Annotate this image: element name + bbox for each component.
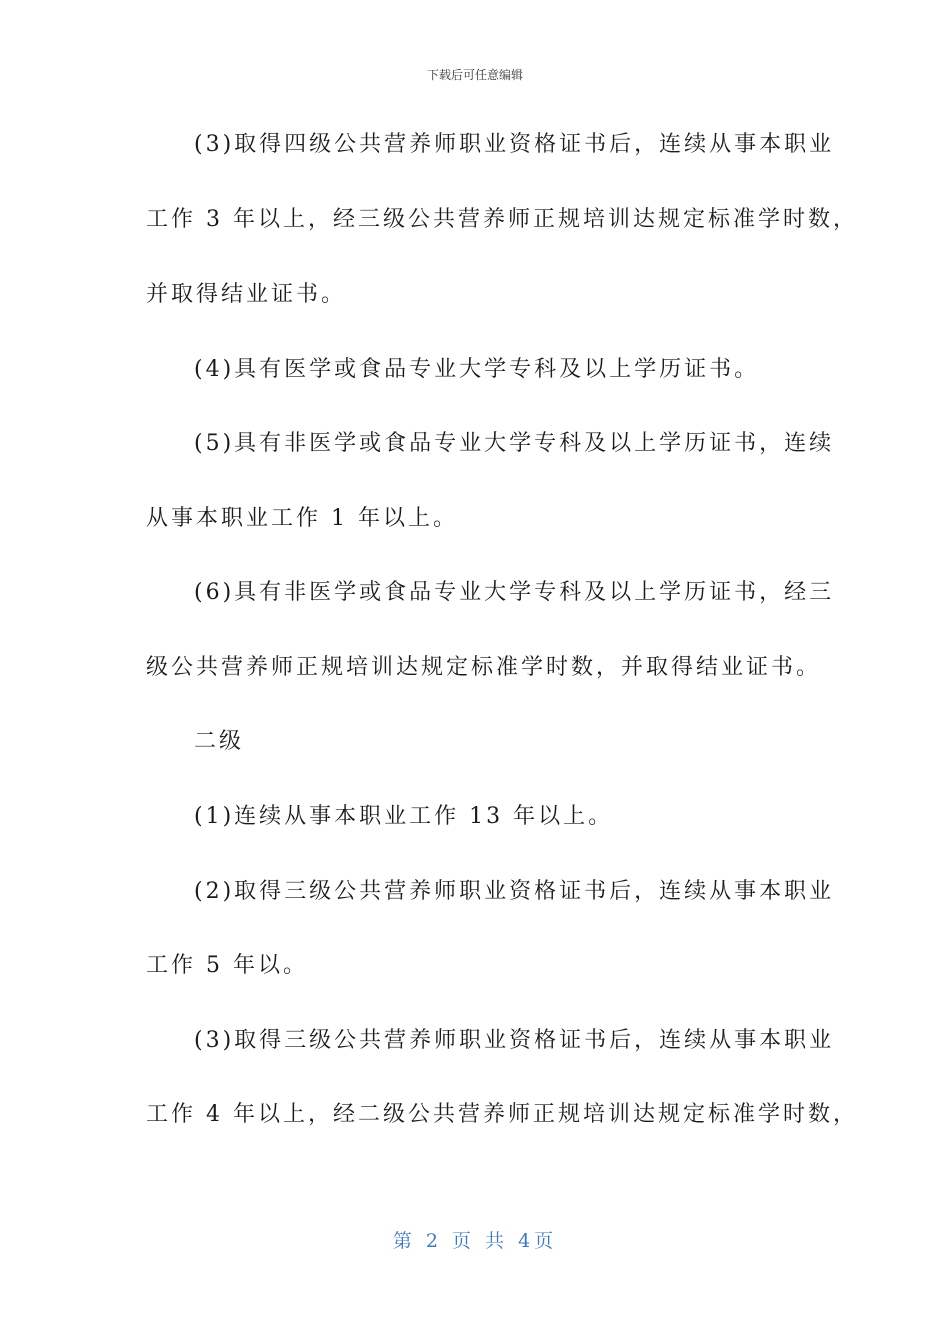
text-line: (6)具有非医学或食品专业大学专科及以上学历证书，经三 xyxy=(194,580,835,605)
text-line: 工作 5 年以。 xyxy=(146,953,308,978)
text-line: 工作 3 年以上，经三级公共营养师正规培训达规定标准学时数， xyxy=(146,207,858,232)
text-line: 从事本职业工作 1 年以上。 xyxy=(146,506,458,531)
text-line: (3)取得四级公共营养师职业资格证书后，连续从事本职业 xyxy=(194,132,835,157)
text-line: (2)取得三级公共营养师职业资格证书后，连续从事本职业 xyxy=(194,879,835,904)
page-footer: 第 2 页 共 4页 xyxy=(392,1230,558,1252)
text-line: 级公共营养师正规培训达规定标准学时数，并取得结业证书。 xyxy=(146,655,822,680)
text-line: 并取得结业证书。 xyxy=(146,282,347,307)
page-header: 下载后可任意编辑 xyxy=(426,68,523,82)
section-heading: 二级 xyxy=(194,729,245,754)
text-line: (4)具有医学或食品专业大学专科及以上学历证书。 xyxy=(194,357,760,382)
text-line: 工作 4 年以上，经二级公共营养师正规培训达规定标准学时数， xyxy=(146,1102,858,1127)
text-line: (5)具有非医学或食品专业大学专科及以上学历证书，连续 xyxy=(194,431,835,456)
text-line: (3)取得三级公共营养师职业资格证书后，连续从事本职业 xyxy=(194,1028,835,1053)
text-line: (1)连续从事本职业工作 13 年以上。 xyxy=(194,804,614,829)
